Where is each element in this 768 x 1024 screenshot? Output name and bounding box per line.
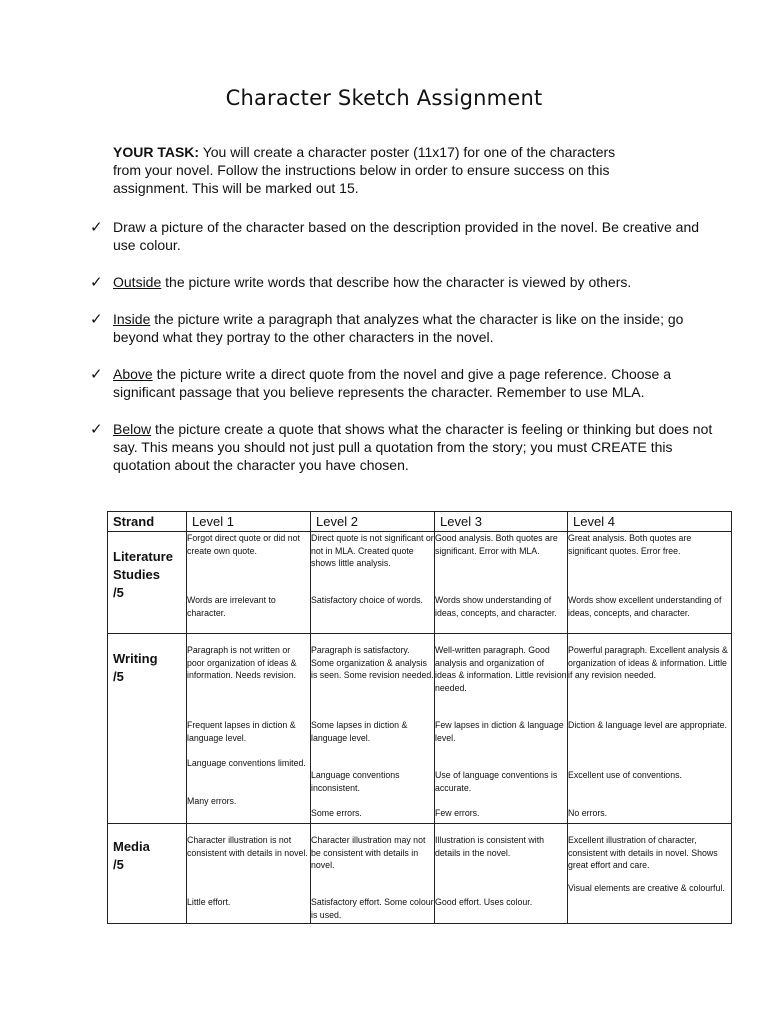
rubric-table [107, 511, 732, 924]
task-text: You will create a character poster (11x17) for one of the characters from your novel. Follow the instructions below in order to ensure success on this assignment. This will be marked out 15. [113, 144, 616, 196]
instruction-text: Draw a picture of the character based on the description provided in the novel. Be creative and use colour. [113, 219, 700, 253]
header-strand: Strand [108, 512, 187, 532]
table-cell: Powerful paragraph. Excellent analysis & organization of ideas & information. Little if any revision needed. Diction & language level are appropriate. Excellent use of conventions. No errors. [568, 634, 732, 824]
instruction-text: the picture create a quote that shows what the character is feeling or thinking but does not say. This means you should not just pull a quotation from the story; you must CREATE this quotation about the character you have chosen. [113, 421, 713, 473]
instruction-item [90, 420, 720, 476]
instruction-list [90, 218, 720, 476]
instruction-keyword: Inside [113, 311, 151, 327]
task-paragraph [113, 143, 633, 197]
instruction-item [90, 310, 720, 348]
document-title: Character Sketch Assignment [225, 86, 543, 110]
table-cell: Well-written paragraph. Good analysis and organization of ideas & information. Little revision needed. Few lapses in diction & language level. Use of language conventions is accurate. Few errors. [435, 634, 568, 824]
table-row-writing [108, 634, 732, 824]
header-level-3: Level 3 [435, 512, 568, 532]
task-label: YOUR TASK: [113, 144, 200, 160]
check-icon: ✓ [90, 273, 103, 291]
table-cell: Excellent illustration of character, consistent with details in novel. Shows great effort and care. Visual elements are creative & colourful. [568, 824, 732, 924]
table-cell: Paragraph is satisfactory. Some organization & analysis is seen. Some revision needed. Some lapses in diction & language level. Language conventions inconsistent. Some errors. [311, 634, 435, 824]
strand-label: Studies [113, 567, 160, 582]
instruction-keyword: Below [113, 421, 152, 437]
table-cell: Forgot direct quote or did not create own quote. Words are irrelevant to character. [187, 532, 311, 634]
header-level-4: Level 4 [568, 512, 732, 532]
strand-cell [108, 824, 187, 924]
header-level-2: Level 2 [311, 512, 435, 532]
check-icon: ✓ [90, 365, 103, 383]
instruction-text: the picture write words that describe how the character is viewed by others. [161, 274, 632, 290]
instruction-text: the picture write a paragraph that analyzes what the character is like on the inside; go beyond what they portray to the other characters in the novel. [113, 311, 684, 345]
header-level-1: Level 1 [187, 512, 311, 532]
strand-label: Literature [113, 549, 173, 564]
check-icon: ✓ [90, 218, 103, 236]
table-cell: Illustration is consistent with details in the novel. Good effort. Uses colour. [435, 824, 568, 924]
instruction-keyword: Above [113, 366, 153, 382]
table-row-media [108, 824, 732, 924]
strand-score: /5 [113, 857, 124, 872]
strand-label: Media [113, 839, 150, 854]
check-icon: ✓ [90, 310, 103, 328]
strand-cell [108, 634, 187, 824]
check-icon: ✓ [90, 420, 103, 438]
strand-cell [108, 532, 187, 634]
instruction-item [90, 273, 720, 293]
table-cell: Great analysis. Both quotes are significant quotes. Error free. Words show excellent understanding of ideas, concepts, and character. [568, 532, 732, 634]
table-cell: Paragraph is not written or poor organization of ideas & information. Needs revision. Frequent lapses in diction & language level. Language conventions limited. Many errors. [187, 634, 311, 824]
table-cell: Good analysis. Both quotes are significant. Error with MLA. Words show understanding of ideas, concepts, and character. [435, 532, 568, 634]
table-header-row [108, 512, 732, 532]
instruction-keyword: Outside [113, 274, 162, 290]
instruction-item [90, 365, 720, 403]
strand-score: /5 [113, 585, 124, 600]
table-cell: Character illustration is not consistent with details in novel. Little effort. [187, 824, 311, 924]
instruction-item [90, 218, 720, 256]
table-cell: Character illustration may not be consistent with details in novel. Satisfactory effort. Some colour is used. [311, 824, 435, 924]
table-cell: Direct quote is not significant or not in MLA. Created quote shows little analysis. Satisfactory choice of words. [311, 532, 435, 634]
strand-label: Writing [113, 651, 158, 666]
strand-score: /5 [113, 669, 124, 684]
table-row-literature [108, 532, 732, 634]
instruction-text: the picture write a direct quote from the novel and give a page reference. Choose a significant passage that you believe represents the character. Remember to use MLA. [113, 366, 672, 400]
